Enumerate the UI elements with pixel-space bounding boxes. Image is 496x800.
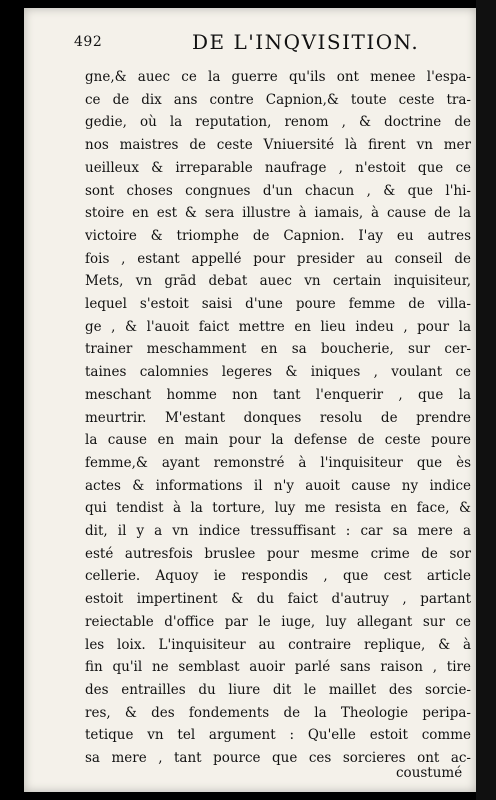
- text-line: estoit impertinent & du faict d'autruy , partant: [85, 591, 471, 608]
- book-page: [24, 8, 476, 792]
- text-line: des entrailles du liure dit le maillet des sorcie-: [85, 681, 471, 698]
- text-line: femme,& ayant remonstré à l'inquisiteur que ès: [85, 454, 471, 471]
- body-text: [85, 66, 471, 770]
- text-line: Mets, vn grād debat auec vn certain inquisiteur,: [85, 273, 471, 290]
- text-line: dit, il y a vn indice tressuffisant : car sa mere a: [85, 523, 471, 540]
- text-line: meschant homme non tant l'enquerir , que la: [85, 386, 471, 403]
- text-line: ueilleux & irreparable naufrage , n'estoit que ce: [85, 159, 471, 176]
- text-line: qui tendist à la torture, luy me resista en face, &: [85, 500, 471, 517]
- text-line: ge , & l'auoit faict mettre en lieu indeu , pour la: [85, 318, 471, 335]
- text-line: lequel s'estoit saisi d'une poure femme de villa-: [85, 296, 471, 313]
- text-line: fin qu'il ne semblast auoir parlé sans raison , tire: [85, 659, 471, 676]
- text-line: taines calomnies legeres & iniques , voulant ce: [85, 364, 471, 381]
- text-line: nos maistres de ceste Vniuersité là firent vn mer: [85, 137, 471, 154]
- text-line: res, & des fondements de la Theologie peripa-: [85, 704, 471, 721]
- text-line: la cause en main pour la defense de ceste poure: [85, 432, 471, 449]
- text-line: sont choses congnues d'un chacun , & que l'hi-: [85, 182, 471, 199]
- text-line: esté autresfois bruslee pour mesme crime de sor: [85, 545, 471, 562]
- page-header: [74, 30, 454, 58]
- text-line: gne,& auec ce la guerre qu'ils ont menee l'espa-: [85, 69, 471, 85]
- text-line: fois , estant appellé pour presider au conseil de: [85, 250, 471, 267]
- text-line: meurtrir. M'estant donques resolu de prendre: [85, 409, 471, 426]
- text-line: trainer meschamment en sa boucherie, sur cer-: [85, 341, 471, 358]
- text-line: victoire & triomphe de Capnion. I'ay eu autres: [85, 227, 471, 244]
- text-line: gedie, où la reputation, renom , & doctrine de: [85, 114, 471, 131]
- text-line: ce de dix ans contre Capnion,& toute ceste tra-: [85, 91, 471, 108]
- text-line: cellerie. Aquoy ie respondis , que cest article: [85, 568, 471, 585]
- running-title: DE L'INQVISITION.: [192, 30, 420, 54]
- text-line: tetique vn tel argument : Qu'elle estoit comme: [85, 727, 471, 744]
- scanner-dark-edge: [476, 0, 496, 800]
- text-line: sa mere , tant pource que ces sorcieres ont ac-: [85, 750, 471, 767]
- catchword: coustumé: [396, 765, 463, 781]
- text-line: actes & informations il n'y auoit cause ny indice: [85, 477, 471, 494]
- text-line: les loix. L'inquisiteur au contraire replique, & à: [85, 636, 471, 653]
- page-number: 492: [74, 34, 103, 50]
- text-line: reiectable d'office par le iuge, luy allegant sur ce: [85, 613, 471, 630]
- text-line: stoire en est & sera illustre à iamais, à cause de la: [85, 205, 471, 222]
